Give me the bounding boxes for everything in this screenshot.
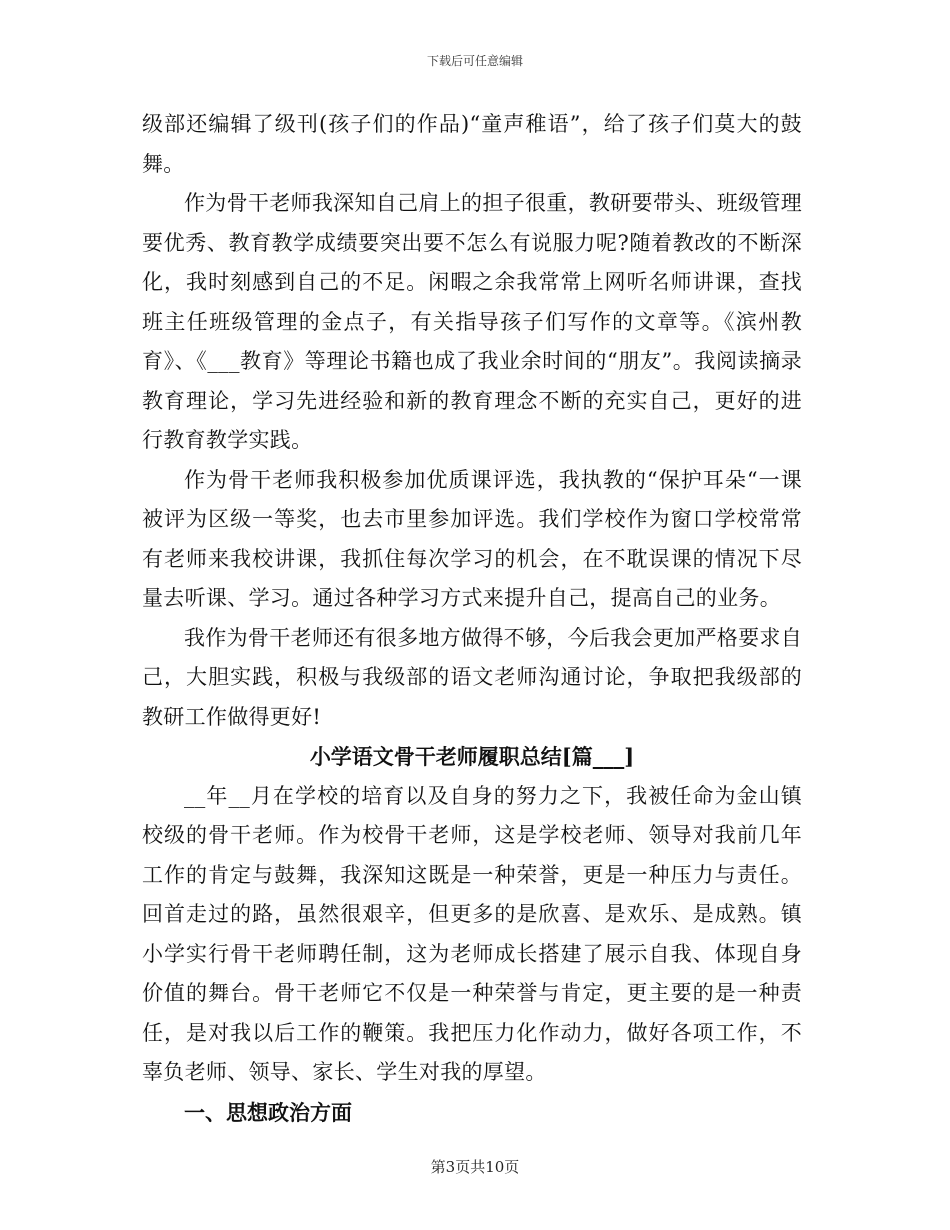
page-header-note: 下载后可任意编辑 [426, 54, 523, 68]
paragraph: 我作为骨干老师还有很多地方做得不够，今后我会更加严格要求自己，大胆实践，积极与我级部的语文老师沟通讨论，争取把我级部的教研工作做得更好! [142, 625, 802, 729]
document-body [142, 105, 802, 1132]
subheading: 一、思想政治方面 [184, 1099, 352, 1125]
paragraph: __年__月在学校的培育以及自身的努力之下，我被任命为金山镇校级的骨干老师。作为校骨干老师，这是学校老师、领导对我前几年工作的肯定与鼓舞，我深知这既是一种荣誉，更是一种压力与责任。回首走过的路，虽然很艰辛，但更多的是欣喜、是欢乐、是成熟。镇小学实行骨干老师聘任制，这为老师成长搭建了展示自我、体现自身价值的舞台。骨干老师它不仅是一种荣誉与肯定，更主要的是一种责任，是对我以后工作的鞭策。我把压力化作动力，做好各项工作，不辜负老师、领导、家长、学生对我的厚望。 [142, 783, 802, 1084]
section-title: 小学语文骨干老师履职总结[篇___] [309, 744, 635, 769]
page-number: 第3页共10页 [430, 1158, 520, 1176]
paragraph: 作为骨干老师我积极参加优质课评选，我执教的“保护耳朵“一课被评为区级一等奖，也去市里参加评选。我们学校作为窗口学校常常有老师来我校讲课，我抓住每次学习的机会，在不耽误课的情况下尽量去听课、学习。通过各种学习方式来提升自己，提高自己的业务。 [142, 467, 802, 610]
paragraph-continuation: 级部还编辑了级刊(孩子们的作品)“童声稚语”，给了孩子们莫大的鼓舞。 [142, 112, 802, 176]
paragraph: 作为骨干老师我深知自己肩上的担子很重，教研要带头、班级管理要优秀、教育教学成绩要突出要不怎么有说服力呢?随着教改的不断深化，我时刻感到自己的不足。闲暇之余我常常上网听名师讲课，查找班主任班级管理的金点子，有关指导孩子们写作的文章等。《滨州教育》、《___教育》等理论书籍也成了我业余时间的“朋友”。我阅读摘录教育理论，学习先进经验和新的教育理念不断的充实自己，更好的进行教育教学实践。 [142, 191, 802, 452]
